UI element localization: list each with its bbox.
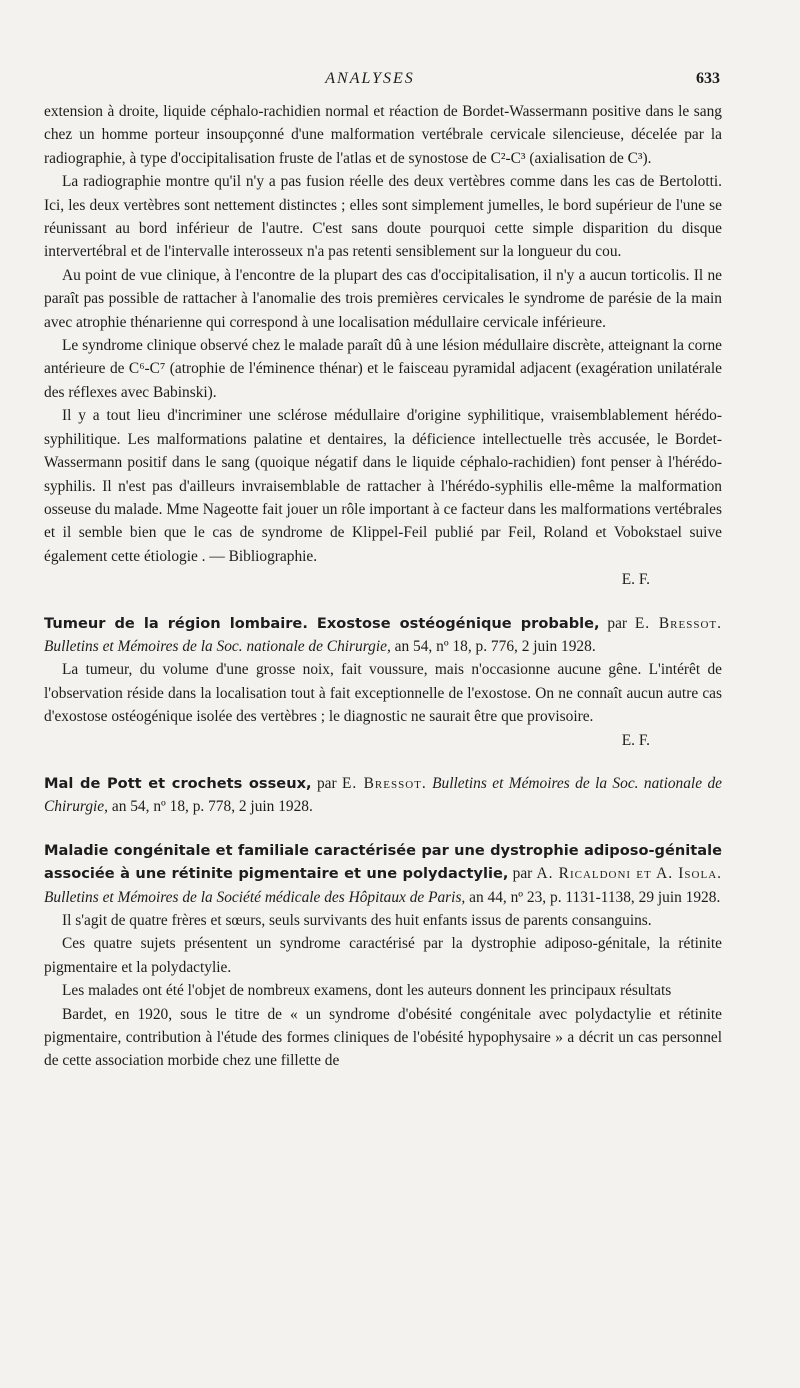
body-text (44, 100, 722, 1073)
page-header (0, 70, 800, 92)
authors: A. Ricaldoni et A. Isola. (536, 865, 722, 883)
paragraph: Ces quatre sujets présentent un syndrome caractérisé par la dystrophie adiposo-génitale, la rétinite pigmentaire et la polydactylie. (44, 935, 722, 976)
reference-details: an 54, nº 18, p. 778, 2 juin 1928. (111, 798, 313, 816)
signature: E. F. (621, 731, 650, 749)
entry-mal-de-pott (44, 772, 722, 819)
author: E. Bressot. (634, 614, 722, 632)
reference-details: an 54, nº 18, p. 776, 2 juin 1928. (394, 637, 596, 655)
paragraph: Il s'agit de quatre frères et sœurs, seuls survivants des huit enfants issus de parents consanguins. (62, 912, 652, 929)
entry-title (44, 839, 722, 909)
entry-heading: Tumeur de la région lombaire. Exostose ostéogénique probable, (44, 614, 600, 632)
journal-reference: Bulletins et Mémoires de la Société médicale des Hôpitaux de Paris, (44, 888, 466, 906)
paragraph: Au point de vue clinique, à l'encontre de la plupart des cas d'occipitalisation, il n'y a aucun torticolis. Il ne paraît pas possible de rattacher à l'anomalie des trois premières cervicales le syndrome de parésie de la main avec atrophie thénarienne qui correspond à une localisation médullaire cervicale inférieure. (44, 266, 722, 331)
entry-title (44, 612, 722, 659)
paragraph: Il y a tout lieu d'incriminer une sclérose médullaire d'origine syphilitique, vraisemblablement hérédo-syphilitique. Les malformations palatine et dentaires, la déficience intellectuelle très accusée, le Bordet-Wassermann positif dans le sang (quoique négatif dans le liquide céphalo-rachidien) font penser à l'hérédo-syphilis. Il n'est pas d'ailleurs invraisemblable de rattacher à l'hérédo-syphilis elle-même la malformation osseuse du malade. Mme Nageotte fait jouer un rôle important à ce facteur dans les malformations vertébrales et il semble bien que le cas de syndrome de Klippel-Feil publié par Feil, Roland et Vobokstael suive également cette étiologie . — Bibliographie. (44, 407, 722, 565)
entry-heading: Maladie congénitale et familiale caractérisée par une dystrophie adiposo-génitale associée à une rétinite pigmentaire et une polydactylie, (44, 841, 722, 883)
by-word: par (607, 614, 628, 632)
entry-title (44, 772, 722, 819)
paragraph: Bardet, en 1920, sous le titre de « un syndrome d'obésité congénitale avec polydactylie et rétinite pigmentaire, contribution à l'étude des formes cliniques de l'obésité hypophysaire » a décrit un cas personnel de cette association morbide chez une fillette de (44, 1005, 722, 1070)
entry-heading: Mal de Pott et crochets osseux, (44, 774, 312, 792)
author: E. Bressot. (342, 774, 427, 792)
page-number: 633 (696, 70, 720, 87)
journal-reference: Bulletins et Mémoires de la Soc. nationale de Chirurgie, (44, 637, 391, 655)
by-word: par (316, 774, 337, 792)
journal-reference: Bulletins et Mémoires de la Soc. nationale de Chirurgie, (44, 774, 722, 816)
paragraph: extension à droite, liquide céphalo-rachidien normal et réaction de Bordet-Wassermann positive dans le sang chez un homme porteur insoupçonné d'une malformation vertébrale cervicale silencieuse, décelée par la radiographie, à type d'occipitalisation fruste de l'atlas et de synostose de C²-C³ (axialisation de C³). (44, 103, 722, 167)
paragraph: Les malades ont été l'objet de nombreux examens, dont les auteurs donnent les principaux résultats (62, 982, 672, 1000)
signature: E. F. (621, 571, 650, 589)
entry-maladie-congenitale (44, 839, 722, 1073)
paragraph: La tumeur, du volume d'une grosse noix, fait voussure, mais n'occasionne aucune gêne. L'intérêt de l'observation réside dans la localisation tout à fait exceptionnelle de l'exostose. On ne connaît aucun autre cas d'exostose ostéogénique isolée des vertèbres ; le diagnostic ne saurait être que provisoire. (44, 661, 722, 726)
by-word: par (512, 865, 533, 883)
running-title: ANALYSES (325, 70, 415, 87)
reference-details: an 44, nº 23, p. 1131-1138, 29 juin 1928. (469, 888, 721, 906)
paragraph: La radiographie montre qu'il n'y a pas fusion réelle des deux vertèbres comme dans les cas de Bertolotti. Ici, les deux vertèbres sont nettement distinctes ; elles sont simplement jumelles, le bord supérieur de l'une se réunissant au bord inférieur de l'autre. C'est sans doute pourquoi cette simple disparition du disque intervertébral et de l'intervalle interosseux n'a pas retenti sensiblement sur la longueur du cou. (44, 173, 722, 261)
paragraph: Le syndrome clinique observé chez le malade paraît dû à une lésion médullaire discrète, atteignant la corne antérieure de C⁶-C⁷ (atrophie de l'éminence thénar) et le faisceau pyramidal adjacent (exagération unilatérale des réflexes avec Babinski). (44, 337, 722, 401)
entry-tumeur (44, 612, 722, 752)
